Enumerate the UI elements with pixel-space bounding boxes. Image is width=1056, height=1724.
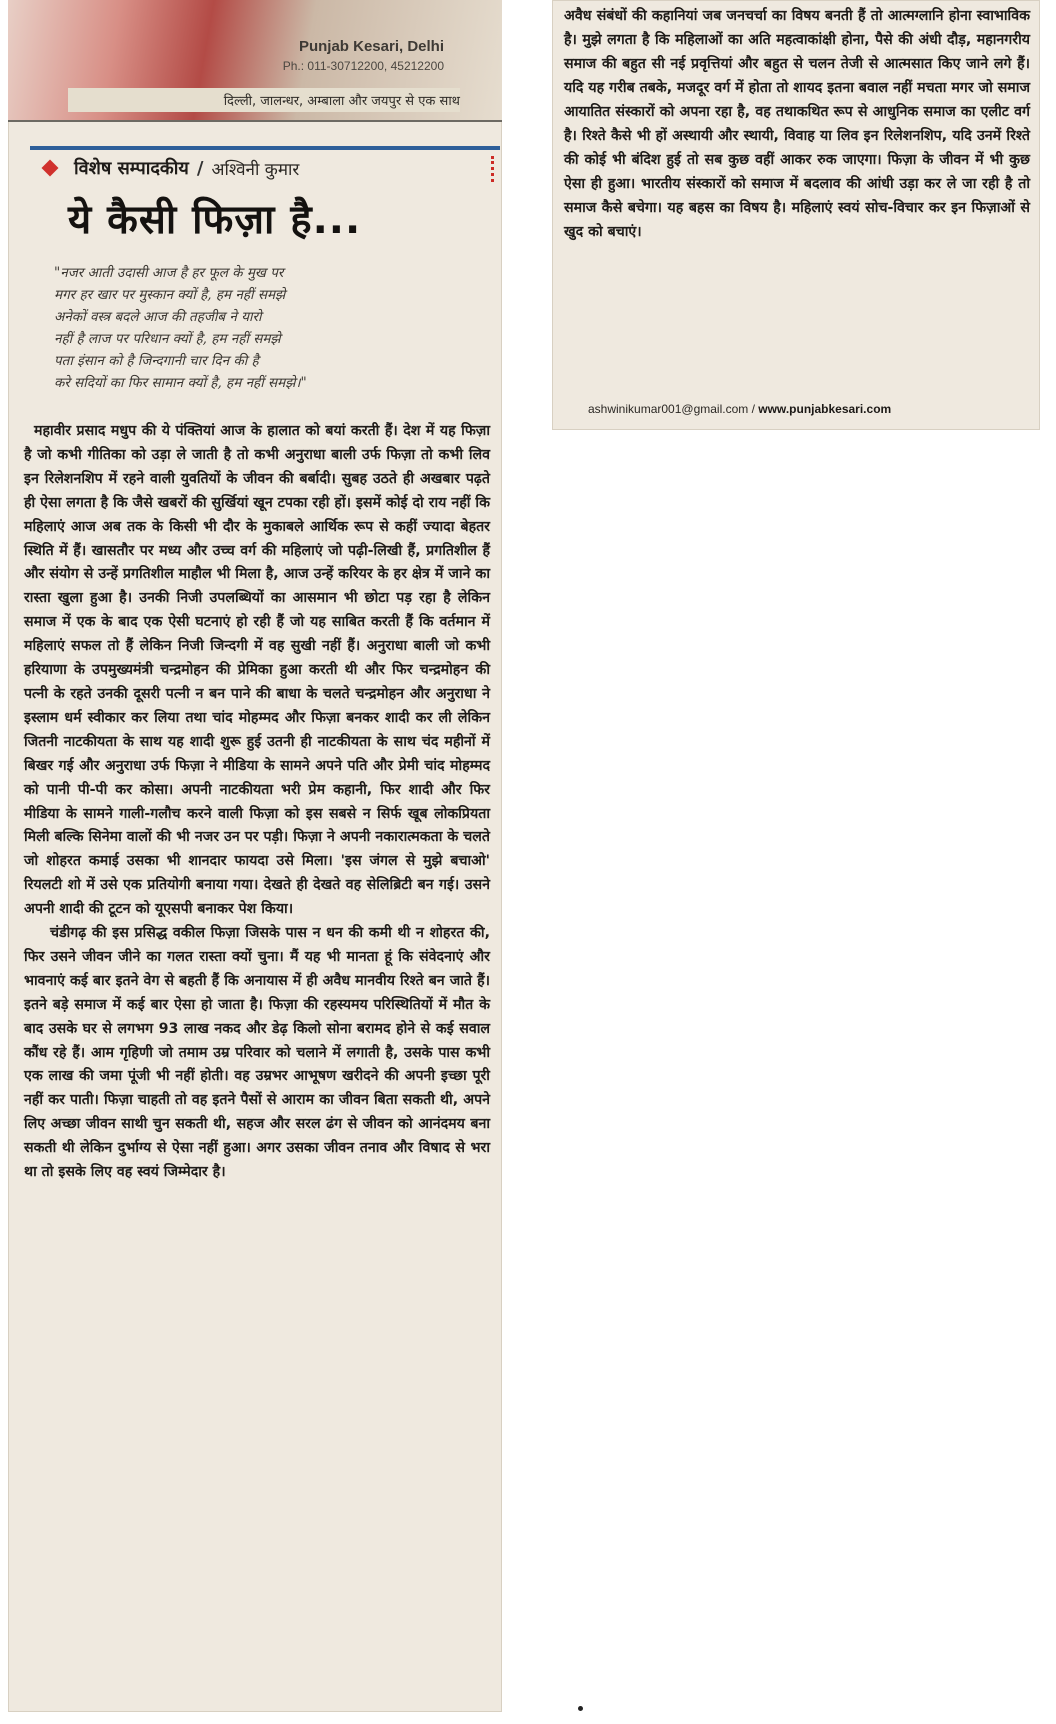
author-email: ashwinikumar001@gmail.com — [588, 402, 749, 416]
poem-quote — [54, 262, 474, 394]
body-paragraph: महावीर प्रसाद मधुप की ये पंक्तियां आज के हालात को बयां करती हैं। देश में यह फिज़ा है जो कभी गीतिका को उड़ा ले जाती है तो कभी अनुराधा बाली उर्फ फिज़ा तो कभी लिव इन रिलेशनशिप में रहने वाली युवतियों के जीवन की बर्बादी। सुबह उठते ही अखबार पढ़ते ही ऐसा लगता है कि जैसे खबरों की सुर्खियां खून टपका रही हों। इसमें कोई दो राय नहीं कि महिलाएं आज अब तक के किसी भी दौर के मुकाबले आर्थिक रूप से कहीं ज्यादा बेहतर स्थिति में हैं। खासतौर पर मध्य और उच्च वर्ग की महिलाएं जो पढ़ी-लिखी हैं, प्रगतिशील हैं और संयोग से उन्हें प्रगतिशील माहौल भी मिला है, आज उन्हें करियर के हर क्षेत्र में जाने का रास्ता खुला हुआ है। उनकी निजी उपलब्धियों का आसमान भी छोटा पड़ रहा है लेकिन समाज में एक के बाद एक ऐसी घटनाएं हो रही हैं जो यह साबित करती हैं कि वर्तमान में महिलाएं सफल तो हैं लेकिन निजी जिन्दगी में वह सुखी नहीं हैं। अनुराधा बाली जो कभी हरियाणा के उपमुख्यमंत्री चन्द्रमोहन की प्रेमिका हुआ करती थी और फिर चन्द्रमोहन की पत्नी के रहते उनकी दूसरी पत्नी न बन पाने की बाधा के चलते चन्द्रमोहन और अनुराधा ने इस्लाम धर्म स्वीकार कर लिया तथा चांद मोहम्मद और फिज़ा बनकर शादी कर ली लेकिन जितनी नाटकीयता के साथ यह शादी शुरू हुई उतनी ही नाटकीयता के साथ चंद महीनों में बिखर गई और अनुराधा उर्फ फिज़ा ने मीडिया के सामने अपने पति और प्रेमी चांद मोहम्मद को पानी पी-पी कर कोसा। अपनी नाटकीयता भरी प्रेम कहानी, फिर शादी और फिर मीडिया के सामने गाली-गलौच करने वाली फिज़ा को इस सबसे न सिर्फ खूब लोकप्रियता मिली बल्कि सिनेमा वालों की भी नजर उन पर पड़ी। फिज़ा ने अपनी नकारात्मकता के चलते जो शोहरत कमाई उसका भी शानदार फायदा उसे मिला। 'इस जंगल से मुझे बचाओ' रियलटी शो में उसे एक प्रतियोगी बनाया गया। देखते ही देखते वह सेलिब्रिटी बन गई। उसने अपनी शादी की टूटन को यूएसपी बनाकर पेश किया। — [24, 423, 490, 918]
byline-separator: / — [196, 157, 204, 179]
poem-line: करे सदियों का फिर सामान क्यों है, हम नहीं समझे।" — [54, 375, 307, 391]
author-byline: अश्विनी कुमार — [211, 159, 300, 180]
dotted-rule — [491, 156, 494, 182]
article-body — [24, 420, 490, 1185]
poem-line: "नजर आती उदासी आज है हर फूल के मुख पर — [54, 265, 284, 281]
website-link: www.punjabkesari.com — [758, 402, 892, 416]
continuation-paragraph: अवैध संबंधों की कहानियां जब जनचर्चा का विषय बनती हैं तो आत्मग्लानि होना स्वाभाविक है। मुझे लगता है कि महिलाओं का अति महत्वाकांक्षी होना, पैसे की अंधी दौड़, महानगरीय समाज की बहुत सी नई प्रवृत्तियां और बहुत से चलन तेजी से आत्मसात किए जाने लगे हैं। यदि यह गरीब तबके, मजदूर वर्ग में होता तो शायद इतना बवाल नहीं मचता मगर जो समाज आयातित संस्कारों को अपना रहा है, वह तथाकथित रूप से आधुनिक समाज का एलीट वर्ग है। रिश्ते कैसे भी हों अस्थायी और स्थायी, विवाह या लिव इन रिलेशनशिप, यदि उनमें रिश्ते की कोई भी बंदिश हुई तो सब कुछ वहीं आकर रुक जाएगा। फिज़ा के जीवन में भी कुछ ऐसा ही हुआ। भारतीय संस्कारों को समाज में बदलाव की आंधी उड़ा कर ले जा रही है तो समाज कैसे बचेगा। यह बहस का विषय है। महिलाएं स्वयं सोच-विचार कर इन फिज़ाओं से खुद को बचाएं। — [564, 8, 1030, 240]
newspaper-name: Punjab Kesari, Delhi — [298, 38, 444, 55]
poem-line: नहीं है लाज पर परिधान क्यों है, हम नहीं समझे — [54, 331, 281, 347]
article-clip-right — [552, 0, 1040, 430]
section-header — [30, 146, 500, 186]
continuation-text — [564, 4, 1030, 244]
editions-line: दिल्ली, जालन्धर, अम्बाला और जयपुर से एक साथ — [68, 88, 460, 112]
diamond-icon — [42, 160, 59, 177]
poem-line: मगर हर खार पर मुस्कान क्यों है, हम नहीं समझे — [54, 287, 286, 303]
poem-line: पता इंसान को है जिन्दगानी चार दिन की है — [54, 353, 259, 369]
headline: ये कैसी फिज़ा है... — [68, 197, 362, 243]
section-name: विशेष सम्पादकीय — [74, 158, 189, 179]
contact-separator: / — [748, 402, 759, 416]
body-paragraph: चंडीगढ़ की इस प्रसिद्ध वकील फिज़ा जिसके पास न धन की कमी थी न शोहरत की, फिर उसने जीवन जीने का गलत रास्ता क्यों चुना। मैं यह भी मानता हूं कि संवेदनाएं और भावनाएं कई बार इतने वेग से बहती हैं कि अनायास में ही अवैध मानवीय रिश्ते बन जाते हैं। इतने बड़े समाज में कई बार ऐसा हो जाता है। फिज़ा की रहस्यमय परिस्थितियों में मौत के बाद उसके घर से लगभग 93 लाख नकद और डेढ़ किलो सोना बरामद होने से कई सवाल कौंध रहे हैं। आम गृहिणी जो तमाम उम्र परिवार को चलाने में लगाती है, उसके पास कभी एक लाख की जमा पूंजी भी नहीं होती। वह उम्रभर आभूषण खरीदने की अपनी इच्छा पूरी नहीं कर पाती। फिज़ा चाहती तो वह इतने पैसों से आराम का जीवन बिता सकती थी, अपने लिए अच्छा जीवन साथी चुन सकती थी, सहज और सरल ढंग से जीवन को आनंदमय बना सकती थी लेकिन दुर्भाग्य से ऐसा नहीं हुआ। अगर उसका जीवन तनाव और विषाद से भरा था तो इसके लिए वह स्वयं जिम्मेदार है। — [24, 925, 490, 1181]
ink-dot — [578, 1706, 583, 1711]
newspaper-phone: Ph.: 011-30712200, 45212200 — [282, 59, 444, 73]
masthead — [8, 0, 502, 122]
contact-line — [588, 402, 891, 416]
article-clip-left — [8, 0, 502, 1712]
poem-line: अनेकों वस्त्र बदले आज की तहजीब ने यारो — [54, 309, 262, 325]
